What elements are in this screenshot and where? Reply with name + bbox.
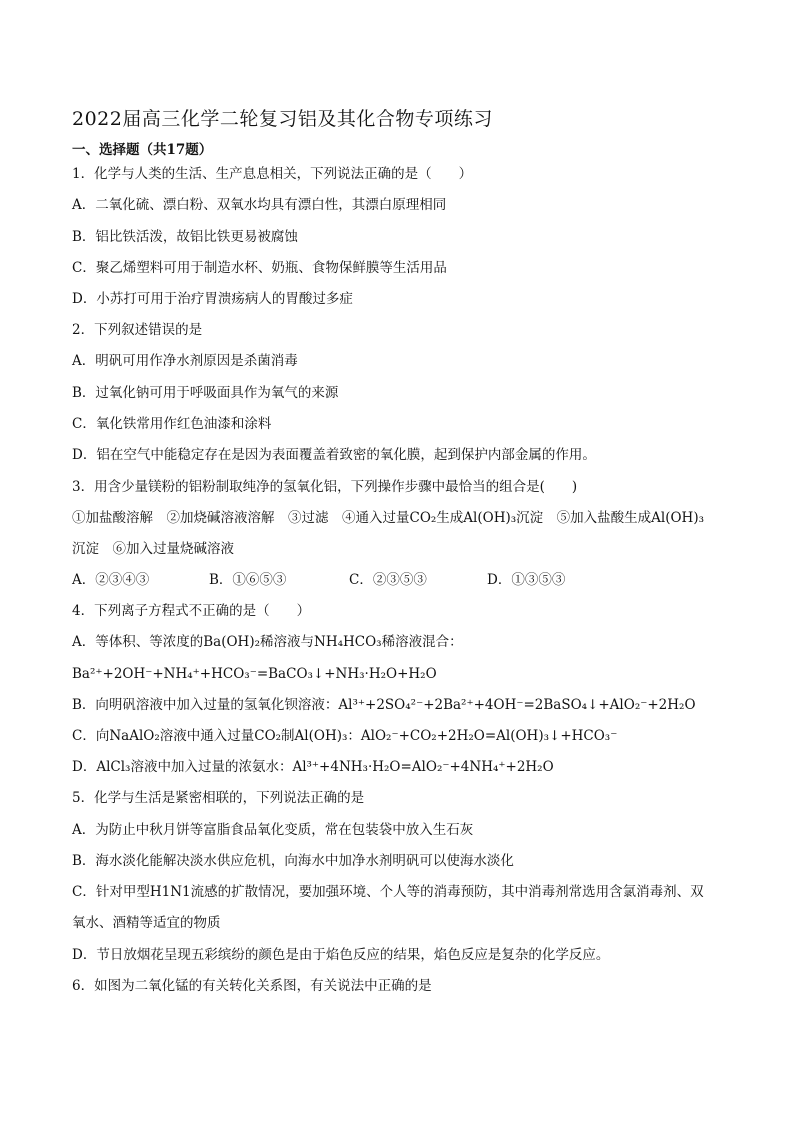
question-1-option-c: C．聚乙烯塑料可用于制造水杯、奶瓶、食物保鲜膜等生活用品 xyxy=(72,260,447,276)
section-heading: 一、选择题（共17题） xyxy=(72,142,213,158)
question-5-option-c: C．针对甲型H1N1流感的扩散情况，要加强环境、个人等的消毒预防，其中消毒剂常选用含氯消毒剂、双 xyxy=(72,884,704,900)
question-4-option-c: C．向NaAlO₂溶液中通入过量CO₂制Al(OH)₃：AlO₂⁻+CO₂+2H₂O=Al(OH)₃↓+HCO₃⁻ xyxy=(72,728,618,744)
question-3-steps-continued: 沉淀 ⑥加入过量烧碱溶液 xyxy=(72,541,234,557)
question-1-option-a: A．二氧化硫、漂白粉、双氧水均具有漂白性，其漂白原理相同 xyxy=(72,197,447,213)
question-3-stem: 3．用含少量镁粉的铝粉制取纯净的氢氧化铝，下列操作步骤中最恰当的组合是( ) xyxy=(72,479,578,495)
question-2-option-b: B．过氧化钠可用于呼吸面具作为氧气的来源 xyxy=(72,385,339,401)
question-3-option-b: B．①⑥⑤③ xyxy=(209,572,287,588)
question-2-option-a: A．明矾可用作净水剂原因是杀菌消毒 xyxy=(72,353,298,369)
page-title: 2022届高三化学二轮复习铝及其化合物专项练习 xyxy=(72,108,493,130)
question-4-option-a: A．等体积、等浓度的Ba(OH)₂稀溶液与NH₄HCO₃稀溶液混合： xyxy=(72,634,463,650)
question-1-stem: 1．化学与人类的生活、生产息息相关，下列说法正确的是（ ） xyxy=(72,166,473,182)
question-5-option-a: A．为防止中秋月饼等富脂食品氧化变质，常在包装袋中放入生石灰 xyxy=(72,822,474,838)
question-1-option-b: B．铝比铁活泼，故铝比铁更易被腐蚀 xyxy=(72,229,298,245)
question-3-option-a: A．②③④③ xyxy=(72,572,150,588)
question-2-option-c: C．氧化铁常用作红色油漆和涂料 xyxy=(72,416,272,432)
question-5-option-b: B．海水淡化能解决淡水供应危机，向海水中加净水剂明矾可以使海水淡化 xyxy=(72,853,514,869)
question-4-option-d: D．AlCl₃溶液中加入过量的浓氨水：Al³⁺+4NH₃·H₂O=AlO₂⁻+4NH₄⁺+2H₂O xyxy=(72,759,554,775)
question-3-option-d: D．①③⑤③ xyxy=(487,572,566,588)
question-3-steps: ①加盐酸溶解 ②加烧碱溶液溶解 ③过滤 ④通入过量CO₂生成Al(OH)₃沉淀 ⑤加入盐酸生成Al(OH)₃ xyxy=(72,510,705,526)
question-2-option-d: D．铝在空气中能稳定存在是因为表面覆盖着致密的氧化膜，起到保护内部金属的作用。 xyxy=(72,447,596,463)
question-5-option-c-continued: 氧水、酒精等适宜的物质 xyxy=(72,915,221,931)
question-4-option-b: B．向明矾溶液中加入过量的氢氧化钡溶液：Al³⁺+2SO₄²⁻+2Ba²⁺+4OH⁻=2BaSO₄↓+AlO₂⁻+2H₂O xyxy=(72,697,696,713)
question-3-options xyxy=(72,570,565,590)
question-6-stem: 6．如图为二氧化锰的有关转化关系图，有关说法中正确的是 xyxy=(72,978,432,994)
question-1-option-d: D．小苏打可用于治疗胃溃疡病人的胃酸过多症 xyxy=(72,291,353,307)
question-5-stem: 5．化学与生活是紧密相联的，下列说法正确的是 xyxy=(72,790,365,806)
question-5-option-d: D．节日放烟花呈现五彩缤纷的颜色是由于焰色反应的结果，焰色反应是复杂的化学反应。 xyxy=(72,947,610,963)
question-4-stem: 4．下列离子方程式不正确的是（ ） xyxy=(72,603,311,619)
question-2-stem: 2．下列叙述错误的是 xyxy=(72,322,203,338)
question-3-option-c: C．②③⑤③ xyxy=(349,572,427,588)
question-4-option-a-equation: Ba²⁺+2OH⁻+NH₄⁺+HCO₃⁻=BaCO₃↓+NH₃·H₂O+H₂O xyxy=(72,666,437,682)
